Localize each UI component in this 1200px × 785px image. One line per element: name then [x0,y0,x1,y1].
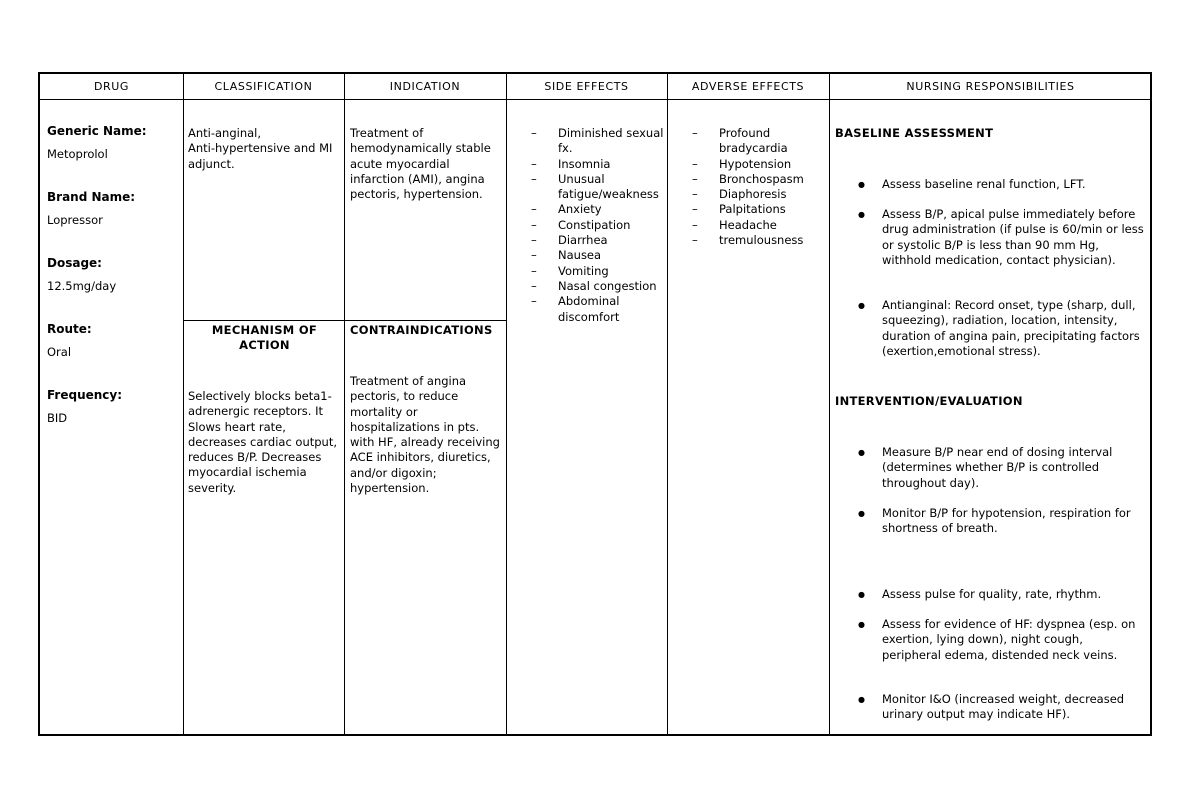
column-divider [667,74,668,734]
adverse-effect-item: – Bronchospasm [692,172,826,187]
brand-name-value: Lopressor [47,213,103,227]
header-adverse-effects: ADVERSE EFFECTS [691,80,805,93]
side-effect-item: – Anxiety [531,202,665,217]
baseline-assessment-title: BASELINE ASSESSMENT [835,126,994,140]
dosage-label: Dosage: [47,256,102,270]
header-divider [40,99,1150,100]
indication-text: Treatment of hemodynamically stable acute myocardial infarction (AMI), angina pectoris, hypertension. [350,126,491,202]
intervention-list-4 [855,617,1145,663]
column-divider [829,74,830,734]
adverse-effect-item: – Palpitations [692,202,826,217]
dosage-value: 12.5mg/day [47,279,117,293]
baseline-item: ● Assess B/P, apical pulse immediately before drug administration (if pulse is 60/min or less or systolic B/P is less than 90 mm Hg, withhold medication, contact physician). [855,207,1145,268]
generic-name-value: Metoprolol [47,147,108,161]
classification-text [188,126,341,172]
baseline-item: ● Antianginal: Record onset, type (sharp, dull, squeezing), radiation, location, intensity, duration of angina pain, precipitating factors (exertion,emotional stress). [855,298,1145,359]
mechanism-text: Selectively blocks beta1-adrenergic receptors. It Slows heart rate, decreases cardiac output, reduces B/P. Decreases myocardial ischemia severity. [188,389,338,495]
side-effect-item: – Nausea [531,248,665,263]
adverse-effect-item: – Headache [692,218,826,233]
brand-name-label: Brand Name: [47,190,136,204]
header-classification: CLASSIFICATION [214,80,313,93]
mechanism-title: MECHANISM OF ACTION [211,323,318,353]
side-effect-item: – Unusual fatigue/weakness [531,172,665,203]
adverse-effect-item: – Hypotension [692,157,826,172]
frequency-label: Frequency: [47,388,123,402]
intervention-list-2 [855,506,1145,537]
baseline-list-3 [855,298,1145,359]
column-divider [183,74,184,734]
intervention-list-1 [855,445,1145,491]
side-effect-item: – Constipation [531,218,665,233]
header-drug: DRUG [93,80,130,93]
intervention-item: ● Monitor I&O (increased weight, decreased urinary output may indicate HF). [855,692,1145,723]
adverse-effects-list [692,126,826,248]
side-effect-item: – Diminished sexual fx. [531,126,665,157]
header-nursing-responsibilities: NURSING RESPONSIBILITIES [906,80,1075,93]
baseline-list-1 [855,177,1145,192]
header-indication: INDICATION [389,80,461,93]
route-label: Route: [47,322,92,336]
contraindications-title: CONTRAINDICATIONS [350,323,493,337]
generic-name-label: Generic Name: [47,124,147,138]
intervention-item: ● Assess for evidence of HF: dyspnea (esp. on exertion, lying down), night cough, peripheral edema, distended neck veins. [855,617,1145,663]
intervention-item: ● Measure B/P near end of dosing interval (determines whether B/P is controlled throughout day). [855,445,1145,491]
classification-line: adjunct. [188,156,235,171]
route-value: Oral [47,345,72,359]
drug-study-table [38,72,1152,736]
row-divider [183,320,506,321]
side-effect-item: – Insomnia [531,157,665,172]
intervention-evaluation-title: INTERVENTION/EVALUATION [835,394,1023,408]
side-effect-item: – Vomiting [531,264,665,279]
frequency-value: BID [47,411,68,425]
intervention-item: ● Monitor B/P for hypotension, respiration for shortness of breath. [855,506,1145,537]
adverse-effects-list-wrap [692,126,826,248]
classification-line: Anti-hypertensive and MI [188,141,333,156]
side-effect-item: – Nasal congestion [531,279,665,294]
drug-info [47,124,179,425]
intervention-list-3 [855,587,1145,602]
contraindications-text: Treatment of angina pectoris, to reduce mortality or hospitalizations in pts. with HF, already receiving ACE inhibitors, diuretics, and/or digoxin; hypertension. [350,374,500,496]
intervention-item: ● Assess pulse for quality, rate, rhythm. [855,587,1145,602]
baseline-list-2 [855,207,1145,268]
classification-line: Anti-anginal, [188,126,262,140]
side-effects-list-wrap [531,126,665,325]
column-divider [344,74,345,734]
adverse-effect-item: – Profound bradycardia [692,126,826,157]
side-effects-list [531,126,665,325]
header-side-effects: SIDE EFFECTS [544,80,629,93]
column-divider [506,74,507,734]
intervention-list-5 [855,692,1145,723]
baseline-item: ● Assess baseline renal function, LFT. [855,177,1145,192]
side-effect-item: – Diarrhea [531,233,665,248]
side-effect-item: – Abdominal discomfort [531,294,665,325]
adverse-effect-item: – tremulousness [692,233,826,248]
adverse-effect-item: – Diaphoresis [692,187,826,202]
